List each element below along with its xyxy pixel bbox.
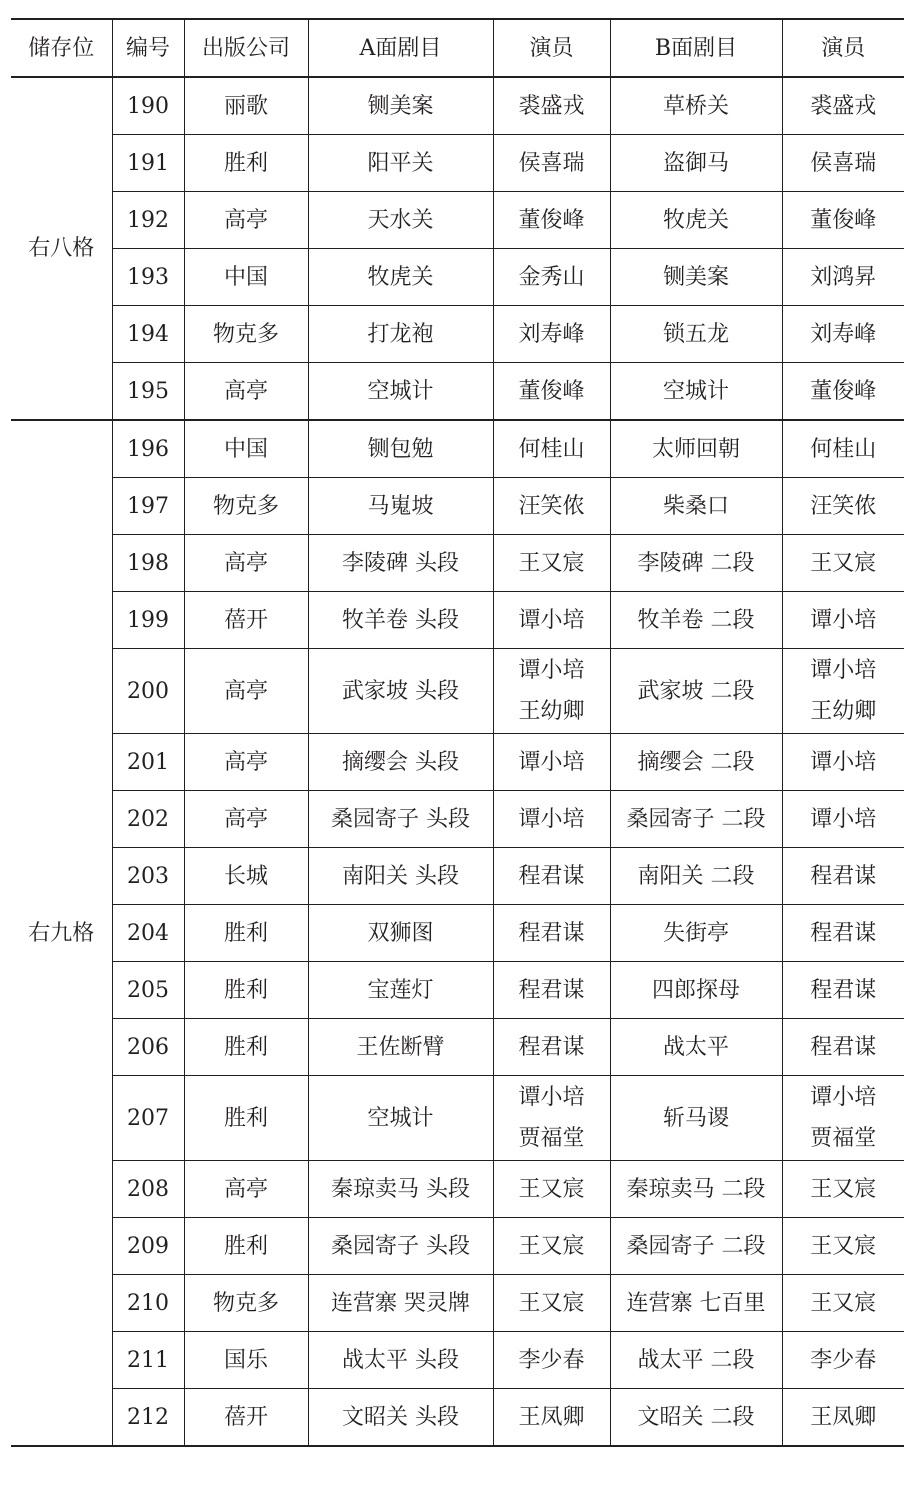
side-a-title-cell: 桑园寄子 头段 (308, 1218, 493, 1275)
side-b-title-cell: 南阳关 二段 (610, 848, 782, 905)
table-row (11, 135, 904, 192)
side-a-actor-cell (493, 1161, 610, 1218)
side-b-title-cell: 牧虎关 (610, 192, 782, 249)
publisher-cell: 中国 (184, 420, 308, 478)
side-a-actor-cell (493, 363, 610, 421)
side-b-title-cell: 桑园寄子 二段 (610, 1218, 782, 1275)
header-side-b-actor: 演员 (782, 19, 904, 77)
side-a-title-cell: 牧羊卷 头段 (308, 592, 493, 649)
side-b-title-cell: 文昭关 二段 (610, 1389, 782, 1447)
actor-name: 谭小培 (810, 806, 877, 832)
record-number-cell: 203 (112, 848, 184, 905)
side-a-actor-cell (493, 1389, 610, 1447)
side-a-title-cell: 宝莲灯 (308, 962, 493, 1019)
publisher-cell: 高亭 (184, 192, 308, 249)
side-b-actor-cell (782, 649, 904, 734)
side-a-actor-cell (493, 1332, 610, 1389)
side-a-actor-cell (493, 791, 610, 848)
side-a-title-cell: 马嵬坡 (308, 478, 493, 535)
side-b-actor-cell (782, 1275, 904, 1332)
side-b-actor-cell (782, 1332, 904, 1389)
actor-name: 刘寿峰 (518, 321, 585, 347)
actor-name: 程君谋 (810, 920, 877, 946)
actor-name: 王凤卿 (518, 1404, 585, 1430)
side-a-actor-cell (493, 649, 610, 734)
actor-name: 李少春 (810, 1347, 877, 1373)
table-row (11, 1076, 904, 1161)
actor-name: 程君谋 (810, 1034, 877, 1060)
table-row (11, 478, 904, 535)
side-b-title-cell: 锁五龙 (610, 306, 782, 363)
actor-name: 贾福堂 (810, 1126, 877, 1151)
publisher-cell: 物克多 (184, 1275, 308, 1332)
side-b-actor-cell (782, 249, 904, 306)
table-row (11, 905, 904, 962)
publisher-cell: 物克多 (184, 306, 308, 363)
side-b-actor-cell (782, 791, 904, 848)
side-a-actor-cell (493, 962, 610, 1019)
record-number-cell: 204 (112, 905, 184, 962)
actor-name: 王又宸 (518, 1290, 585, 1316)
side-b-title-cell: 失街亭 (610, 905, 782, 962)
side-a-title-cell: 南阳关 头段 (308, 848, 493, 905)
actor-name: 王又宸 (518, 1233, 585, 1259)
side-b-title-cell: 秦琼卖马 二段 (610, 1161, 782, 1218)
record-number-cell: 212 (112, 1389, 184, 1447)
side-a-actor-cell (493, 592, 610, 649)
actor-name: 刘寿峰 (810, 321, 877, 347)
record-number-cell: 190 (112, 77, 184, 135)
table-row (11, 1275, 904, 1332)
side-b-actor-cell (782, 905, 904, 962)
header-side-a-actor: 演员 (493, 19, 610, 77)
actor-name: 汪笑侬 (810, 493, 877, 519)
publisher-cell: 高亭 (184, 1161, 308, 1218)
side-a-title-cell: 武家坡 头段 (308, 649, 493, 734)
publisher-cell: 胜利 (184, 962, 308, 1019)
side-b-actor-cell (782, 306, 904, 363)
actor-name: 裘盛戎 (518, 93, 585, 119)
actor-name: 谭小培 (518, 806, 585, 832)
table-row (11, 962, 904, 1019)
table-row (11, 192, 904, 249)
header-number: 编号 (112, 19, 184, 77)
side-a-title-cell: 文昭关 头段 (308, 1389, 493, 1447)
record-number-cell: 207 (112, 1076, 184, 1161)
publisher-cell: 中国 (184, 249, 308, 306)
side-a-actor-cell (493, 905, 610, 962)
actor-name: 谭小培 (518, 658, 585, 683)
publisher-cell: 国乐 (184, 1332, 308, 1389)
publisher-cell: 高亭 (184, 734, 308, 791)
side-b-title-cell: 武家坡 二段 (610, 649, 782, 734)
actor-name: 金秀山 (518, 264, 585, 290)
actor-name: 汪笑侬 (518, 493, 585, 519)
side-a-title-cell: 王佐断臂 (308, 1019, 493, 1076)
side-b-actor-cell (782, 1389, 904, 1447)
record-number-cell: 211 (112, 1332, 184, 1389)
side-a-actor-cell (493, 306, 610, 363)
publisher-cell: 胜利 (184, 135, 308, 192)
record-number-cell: 198 (112, 535, 184, 592)
table-row (11, 1332, 904, 1389)
actor-name: 侯喜瑞 (518, 150, 585, 176)
record-number-cell: 191 (112, 135, 184, 192)
side-b-actor-cell (782, 1019, 904, 1076)
publisher-cell: 胜利 (184, 905, 308, 962)
side-b-title-cell: 连营寨 七百里 (610, 1275, 782, 1332)
side-a-actor-cell (493, 192, 610, 249)
table-row (11, 1161, 904, 1218)
side-a-actor-cell (493, 535, 610, 592)
side-b-actor-cell (782, 363, 904, 421)
actor-name: 谭小培 (810, 749, 877, 775)
actor-name: 程君谋 (518, 863, 585, 889)
side-a-title-cell: 铡美案 (308, 77, 493, 135)
side-b-title-cell: 铡美案 (610, 249, 782, 306)
record-number-cell: 193 (112, 249, 184, 306)
actor-name: 程君谋 (810, 977, 877, 1003)
side-a-title-cell: 连营寨 哭灵牌 (308, 1275, 493, 1332)
actor-name: 李少春 (518, 1347, 585, 1373)
side-b-actor-cell (782, 1076, 904, 1161)
side-b-actor-cell (782, 478, 904, 535)
side-a-title-cell: 李陵碑 头段 (308, 535, 493, 592)
table-row (11, 249, 904, 306)
side-b-title-cell: 太师回朝 (610, 420, 782, 478)
actor-name: 谭小培 (518, 749, 585, 775)
actor-name: 董俊峰 (810, 207, 877, 233)
actor-name: 董俊峰 (810, 378, 877, 404)
side-a-actor-cell (493, 1019, 610, 1076)
side-b-actor-cell (782, 1161, 904, 1218)
table-row (11, 363, 904, 421)
side-b-title-cell: 桑园寄子 二段 (610, 791, 782, 848)
actor-name: 何桂山 (518, 436, 585, 462)
record-number-cell: 205 (112, 962, 184, 1019)
record-number-cell: 194 (112, 306, 184, 363)
header-label: 出版公司 (184, 19, 308, 77)
actor-name: 刘鸿昇 (810, 264, 877, 290)
header-storage: 储存位 (11, 19, 112, 77)
actor-name: 侯喜瑞 (810, 150, 877, 176)
actor-name: 王幼卿 (810, 699, 877, 724)
side-a-actor-cell (493, 478, 610, 535)
publisher-cell: 胜利 (184, 1218, 308, 1275)
record-number-cell: 192 (112, 192, 184, 249)
publisher-cell: 胜利 (184, 1076, 308, 1161)
side-a-title-cell: 空城计 (308, 1076, 493, 1161)
actor-name: 王又宸 (518, 1176, 585, 1202)
side-b-title-cell: 盗御马 (610, 135, 782, 192)
table-row (11, 1218, 904, 1275)
publisher-cell: 蓓开 (184, 1389, 308, 1447)
side-b-title-cell: 战太平 (610, 1019, 782, 1076)
record-number-cell: 195 (112, 363, 184, 421)
actor-name: 程君谋 (518, 920, 585, 946)
record-number-cell: 202 (112, 791, 184, 848)
table-row (11, 420, 904, 478)
actor-name: 谭小培 (810, 658, 877, 683)
table-row (11, 592, 904, 649)
table-row (11, 535, 904, 592)
record-number-cell: 200 (112, 649, 184, 734)
side-b-actor-cell (782, 1218, 904, 1275)
record-number-cell: 196 (112, 420, 184, 478)
publisher-cell: 丽歌 (184, 77, 308, 135)
side-a-actor-cell (493, 135, 610, 192)
side-a-title-cell: 天水关 (308, 192, 493, 249)
actor-name: 贾福堂 (518, 1126, 585, 1151)
actor-name: 程君谋 (810, 863, 877, 889)
publisher-cell: 高亭 (184, 649, 308, 734)
publisher-cell: 高亭 (184, 363, 308, 421)
record-number-cell: 209 (112, 1218, 184, 1275)
table-row (11, 1389, 904, 1447)
record-number-cell: 201 (112, 734, 184, 791)
side-b-title-cell: 战太平 二段 (610, 1332, 782, 1389)
publisher-cell: 长城 (184, 848, 308, 905)
side-a-title-cell: 牧虎关 (308, 249, 493, 306)
actor-name: 何桂山 (810, 436, 877, 462)
side-a-actor-cell (493, 249, 610, 306)
side-b-title-cell: 柴桑口 (610, 478, 782, 535)
side-a-title-cell: 阳平关 (308, 135, 493, 192)
side-b-title-cell: 空城计 (610, 363, 782, 421)
side-a-title-cell: 秦琼卖马 头段 (308, 1161, 493, 1218)
side-b-title-cell: 四郎探母 (610, 962, 782, 1019)
publisher-cell: 胜利 (184, 1019, 308, 1076)
publisher-cell: 高亭 (184, 535, 308, 592)
side-b-title-cell: 摘缨会 二段 (610, 734, 782, 791)
record-number-cell: 210 (112, 1275, 184, 1332)
record-number-cell: 199 (112, 592, 184, 649)
side-a-actor-cell (493, 1218, 610, 1275)
side-a-actor-cell (493, 848, 610, 905)
record-number-cell: 197 (112, 478, 184, 535)
actor-name: 谭小培 (518, 1085, 585, 1110)
table-row (11, 306, 904, 363)
actor-name: 王又宸 (518, 550, 585, 576)
record-catalog-table (11, 18, 904, 1447)
actor-name: 王又宸 (810, 1176, 877, 1202)
side-a-title-cell: 战太平 头段 (308, 1332, 493, 1389)
actor-name: 王幼卿 (518, 699, 585, 724)
publisher-cell: 蓓开 (184, 592, 308, 649)
actor-name: 程君谋 (518, 1034, 585, 1060)
table-row (11, 1019, 904, 1076)
side-b-actor-cell (782, 135, 904, 192)
side-a-actor-cell (493, 420, 610, 478)
actor-name: 谭小培 (518, 607, 585, 633)
actor-name: 王凤卿 (810, 1404, 877, 1430)
side-a-title-cell: 双狮图 (308, 905, 493, 962)
storage-location-cell: 右八格 (11, 77, 112, 420)
side-a-actor-cell (493, 1275, 610, 1332)
publisher-cell: 物克多 (184, 478, 308, 535)
side-b-actor-cell (782, 535, 904, 592)
side-a-actor-cell (493, 77, 610, 135)
side-a-title-cell: 打龙袍 (308, 306, 493, 363)
side-a-title-cell: 桑园寄子 头段 (308, 791, 493, 848)
header-side-a-title: A面剧目 (308, 19, 493, 77)
side-b-actor-cell (782, 848, 904, 905)
side-b-actor-cell (782, 592, 904, 649)
side-a-actor-cell (493, 1076, 610, 1161)
table-row (11, 77, 904, 135)
table-row (11, 649, 904, 734)
side-a-title-cell: 铡包勉 (308, 420, 493, 478)
side-b-actor-cell (782, 962, 904, 1019)
side-b-actor-cell (782, 734, 904, 791)
actor-name: 董俊峰 (518, 207, 585, 233)
actor-name: 王又宸 (810, 1233, 877, 1259)
actor-name: 谭小培 (810, 1085, 877, 1110)
side-a-actor-cell (493, 734, 610, 791)
table-row (11, 734, 904, 791)
storage-location-cell: 右九格 (11, 420, 112, 1446)
side-b-title-cell: 李陵碑 二段 (610, 535, 782, 592)
actor-name: 程君谋 (518, 977, 585, 1003)
table-row (11, 791, 904, 848)
header-row (11, 19, 904, 77)
table-body (11, 77, 904, 1446)
side-b-title-cell: 斩马谡 (610, 1076, 782, 1161)
side-b-actor-cell (782, 192, 904, 249)
side-b-title-cell: 牧羊卷 二段 (610, 592, 782, 649)
record-number-cell: 208 (112, 1161, 184, 1218)
side-a-title-cell: 摘缨会 头段 (308, 734, 493, 791)
record-number-cell: 206 (112, 1019, 184, 1076)
publisher-cell: 高亭 (184, 791, 308, 848)
actor-name: 王又宸 (810, 1290, 877, 1316)
header-side-b-title: B面剧目 (610, 19, 782, 77)
actor-name: 王又宸 (810, 550, 877, 576)
actor-name: 谭小培 (810, 607, 877, 633)
actor-name: 董俊峰 (518, 378, 585, 404)
side-b-actor-cell (782, 420, 904, 478)
table-row (11, 848, 904, 905)
side-b-title-cell: 草桥关 (610, 77, 782, 135)
side-b-actor-cell (782, 77, 904, 135)
side-a-title-cell: 空城计 (308, 363, 493, 421)
actor-name: 裘盛戎 (810, 93, 877, 119)
